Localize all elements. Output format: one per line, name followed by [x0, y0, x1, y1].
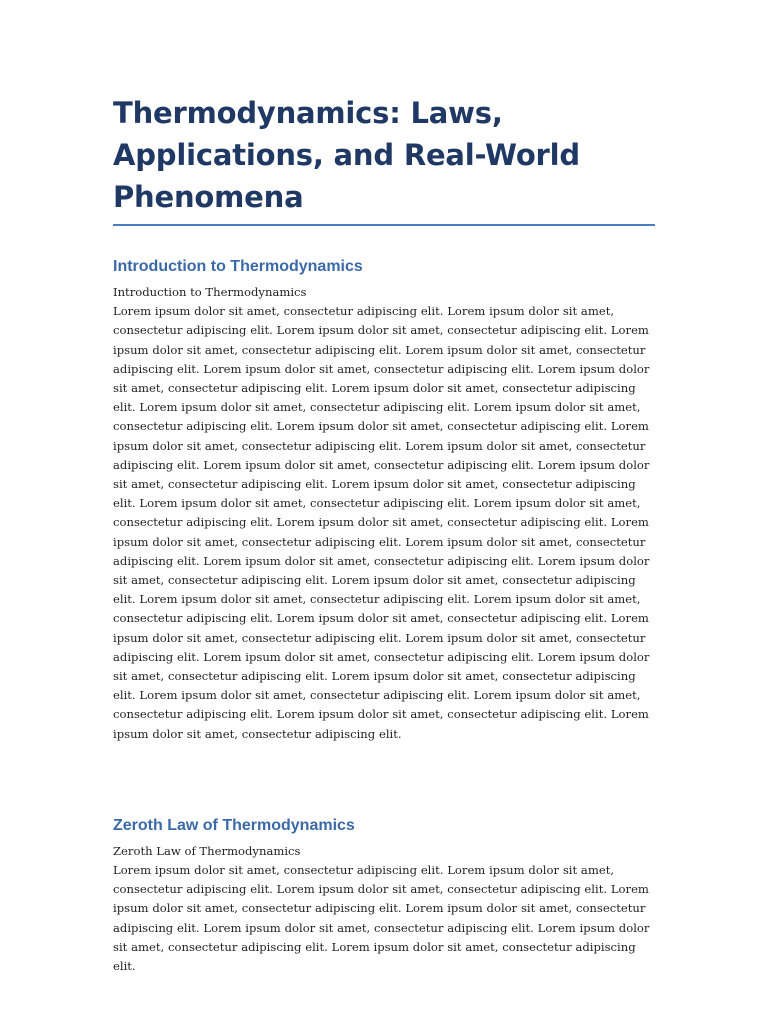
document-title: Thermodynamics: Laws, Applications, and Real-World Phenomena: [113, 92, 655, 226]
section-body-text: Lorem ipsum dolor sit amet, consectetur adipiscing elit. Lorem ipsum dolor sit amet, consectetur adipiscing elit. Lorem ipsum dolor sit amet, consectetur adipiscing elit. Lorem ipsum dolor sit amet, consectetur adipiscing elit. Lorem ipsum dolor sit amet, consectetur adipiscing elit. Lorem ipsum dolor sit amet, consectetur adipiscing elit. Lorem ipsum dolor sit amet, consectetur adipiscing elit. Lorem ipsum dolor sit amet, consectetur adipiscing elit.: [113, 863, 650, 974]
section-introduction: [113, 257, 655, 744]
section-zeroth-law: [113, 816, 655, 976]
section-subtitle: Introduction to Thermodynamics: [113, 285, 307, 299]
section-body-text: Lorem ipsum dolor sit amet, consectetur adipiscing elit. Lorem ipsum dolor sit amet, consectetur adipiscing elit. Lorem ipsum dolor sit amet, consectetur adipiscing elit. Lorem ipsum dolor sit amet, consectetur adipiscing elit. Lorem ipsum dolor sit amet, consectetur adipiscing elit. Lorem ipsum dolor sit amet, consectetur adipiscing elit. Lorem ipsum dolor sit amet, consectetur adipiscing elit. Lorem ipsum dolor sit amet, consectetur adipiscing elit. Lorem ipsum dolor sit amet, consectetur adipiscing elit. Lorem ipsum dolor sit amet, consectetur adipiscing elit. Lorem ipsum dolor sit amet, consectetur adipiscing elit. Lorem ipsum dolor sit amet, consectetur adipiscing elit. Lorem ipsum dolor sit amet, consectetur adipiscing elit. Lorem ipsum dolor sit amet, consectetur adipiscing elit. Lorem ipsum dolor sit amet, consectetur adipiscing elit. Lorem ipsum dolor sit amet, consectetur adipiscing elit. Lorem ipsum dolor sit amet, consectetur adipiscing elit. Lorem ipsum dolor sit amet, consectetur adipiscing elit. Lorem ipsum dolor sit amet, consectetur adipiscing elit. Lorem ipsum dolor sit amet, consectetur adipiscing elit. Lorem ipsum dolor sit amet, consectetur adipiscing elit. Lorem ipsum dolor sit amet, consectetur adipiscing elit. Lorem ipsum dolor sit amet, consectetur adipiscing elit. Lorem ipsum dolor sit amet, consectetur adipiscing elit. Lorem ipsum dolor sit amet, consectetur adipiscing elit. Lorem ipsum dolor sit amet, consectetur adipiscing elit. Lorem ipsum dolor sit amet, consectetur adipiscing elit. Lorem ipsum dolor sit amet, consectetur adipiscing elit. Lorem ipsum dolor sit amet, consectetur adipiscing elit. Lorem ipsum dolor sit amet, consectetur adipiscing elit. Lorem ipsum dolor sit amet, consectetur adipiscing elit. Lorem ipsum dolor sit amet, consectetur adipiscing elit. Lorem ipsum dolor sit amet, consectetur adipiscing elit. Lorem ipsum dolor sit amet, consectetur adipiscing elit. Lorem ipsum dolor sit amet, consectetur adipiscing elit. Lorem ipsum dolor sit amet, consectetur adipiscing elit.: [113, 304, 650, 741]
section-heading: Introduction to Thermodynamics: [113, 258, 363, 275]
section-subtitle: Zeroth Law of Thermodynamics: [113, 843, 301, 858]
document-page: [113, 92, 655, 976]
section-heading: Zeroth Law of Thermodynamics: [113, 816, 355, 834]
